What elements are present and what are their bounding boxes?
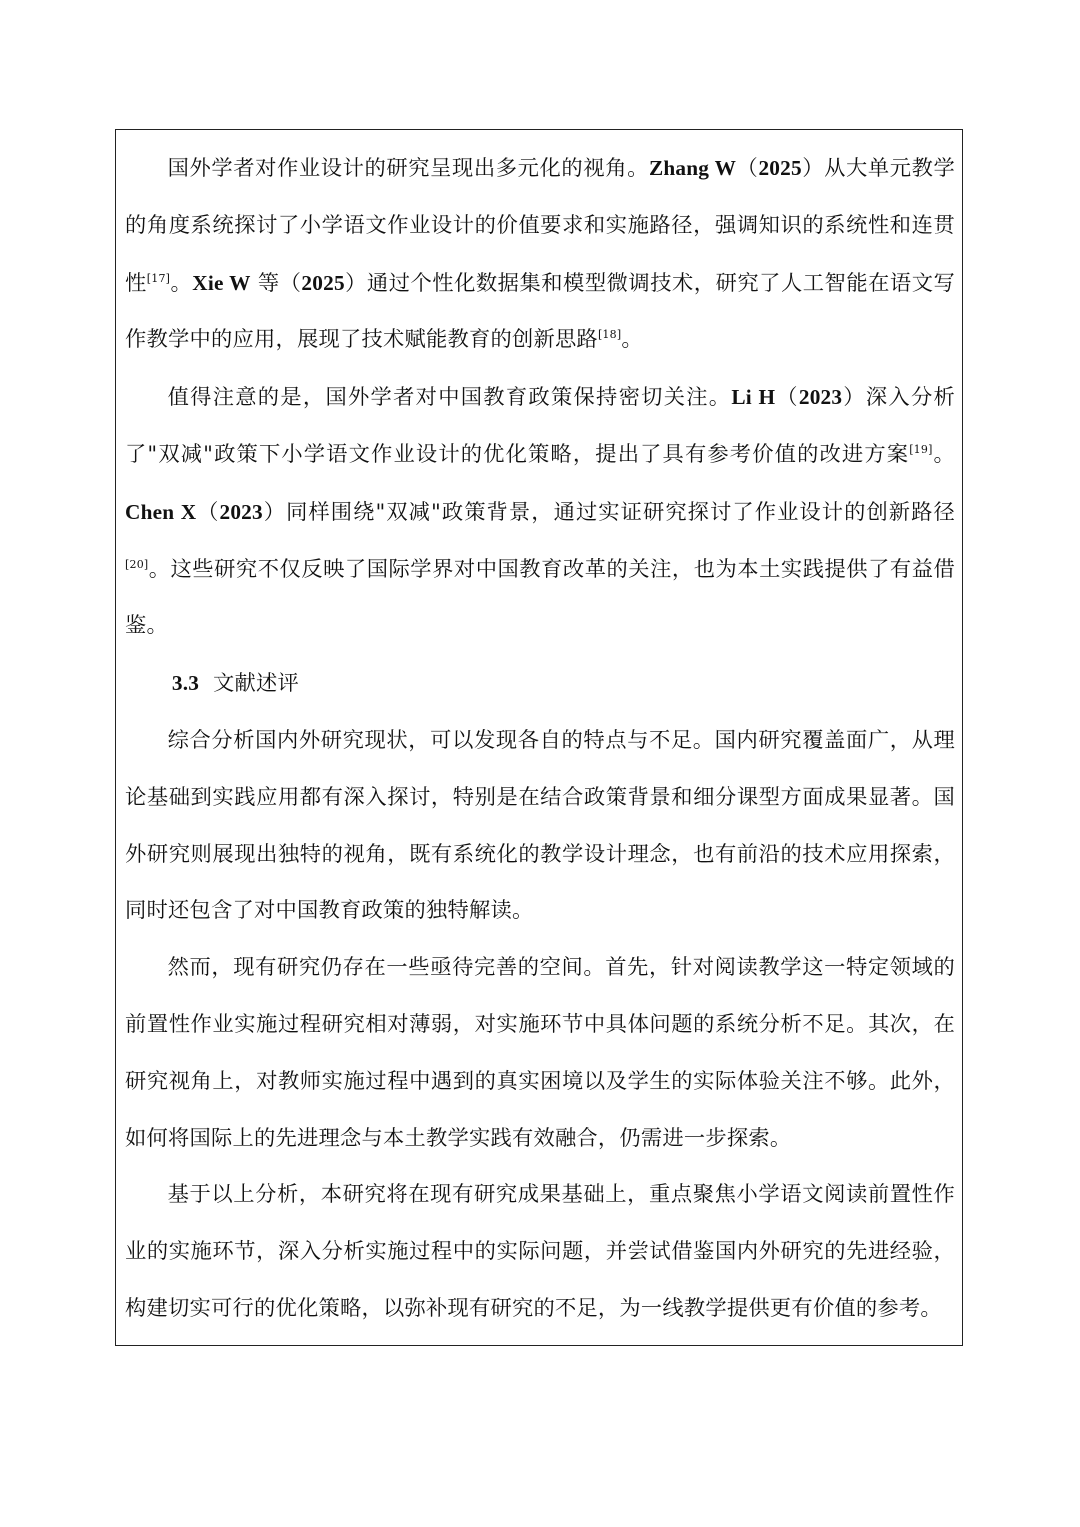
year: 2025	[758, 156, 802, 180]
author-name: Zhang W	[648, 156, 737, 180]
section-heading	[125, 655, 955, 713]
text-run: 。这些研究不仅反映了国际学界对中国教育改革的关注，也为本土实践提供了有益借鉴。	[125, 556, 955, 639]
text-run: （	[775, 385, 799, 411]
citation-ref: [18]	[597, 328, 622, 342]
author-name: Xie W	[192, 270, 251, 295]
bordered-text-box	[115, 129, 963, 1346]
text-run: 。	[621, 327, 643, 353]
text-run: 等（	[257, 270, 302, 296]
section-title: 文献述评	[213, 671, 300, 697]
text-run: ）同样围绕"双减"政策背景，通过实证研究探讨了作业设计的创新路径	[262, 499, 955, 525]
document-body	[125, 140, 955, 1338]
year: 2023	[219, 499, 263, 524]
citation-ref: [20]	[125, 557, 149, 571]
year: 2025	[301, 270, 345, 295]
text-run: 。	[932, 441, 956, 467]
text-run: ）通过个性化数据集和模型微调技术，研究了人工智能在语文写作教学中的应用，展现了技术赋能教育的创新思路	[125, 270, 955, 353]
paragraph-foreign-research-perspectives	[125, 140, 955, 369]
text-run: （	[736, 156, 759, 181]
paragraph-research-gaps: 然而，现有研究仍存在一些亟待完善的空间。首先，针对阅读教学这一特定领域的前置性作业实施过程研究相对薄弱，对实施环节中具体问题的系统分析不足。其次，在研究视角上，对教师实施过程中遇到的真实困境以及学生的实际体验关注不够。此外，如何将国际上的先进理念与本土教学实践有效融合，仍需进一步探索。	[125, 955, 955, 1151]
text-run: ）深入分析了"双减"政策下小学语文作业设计的优化策略，提出了具有参考价值的改进方案	[125, 385, 956, 467]
text-run: ）从大单元教学的角度系统探讨了小学语文作业设计的价值要求和实施路径，强调知识的系统性和连贯性	[125, 156, 956, 296]
section-number: 3.3	[171, 671, 200, 696]
citation-ref: [17]	[146, 271, 171, 285]
author-name: Chen X	[125, 499, 197, 524]
paragraph-review-summary: 综合分析国内外研究现状，可以发现各自的特点与不足。国内研究覆盖面广，从理论基础到实践应用都有深入探讨，特别是在结合政策背景和细分课型方面成果显著。国外研究则展现出独特的视角，既有系统化的教学设计理念，也有前沿的技术应用探索，同时还包含了对中国教育政策的独特解读。	[125, 727, 955, 924]
text-run: 值得注意的是，国外学者对中国教育政策保持密切关注。	[167, 385, 732, 411]
text-run: 国外学者对作业设计的研究呈现出多元化的视角。	[167, 156, 649, 181]
year: 2023	[798, 385, 843, 410]
author-name: Li H	[731, 385, 776, 410]
text-run: 。	[170, 270, 193, 296]
paragraph-chinese-policy-attention	[125, 369, 955, 655]
paragraph-study-focus: 基于以上分析，本研究将在现有研究成果基础上，重点聚焦小学语文阅读前置性作业的实施环节，深入分析实施过程中的实际问题，并尝试借鉴国内外研究的先进经验，构建切实可行的优化策略，以弥补现有研究的不足，为一线教学提供更有价值的参考。	[125, 1182, 955, 1321]
text-run: （	[196, 499, 220, 525]
citation-ref: [19]	[909, 442, 933, 456]
